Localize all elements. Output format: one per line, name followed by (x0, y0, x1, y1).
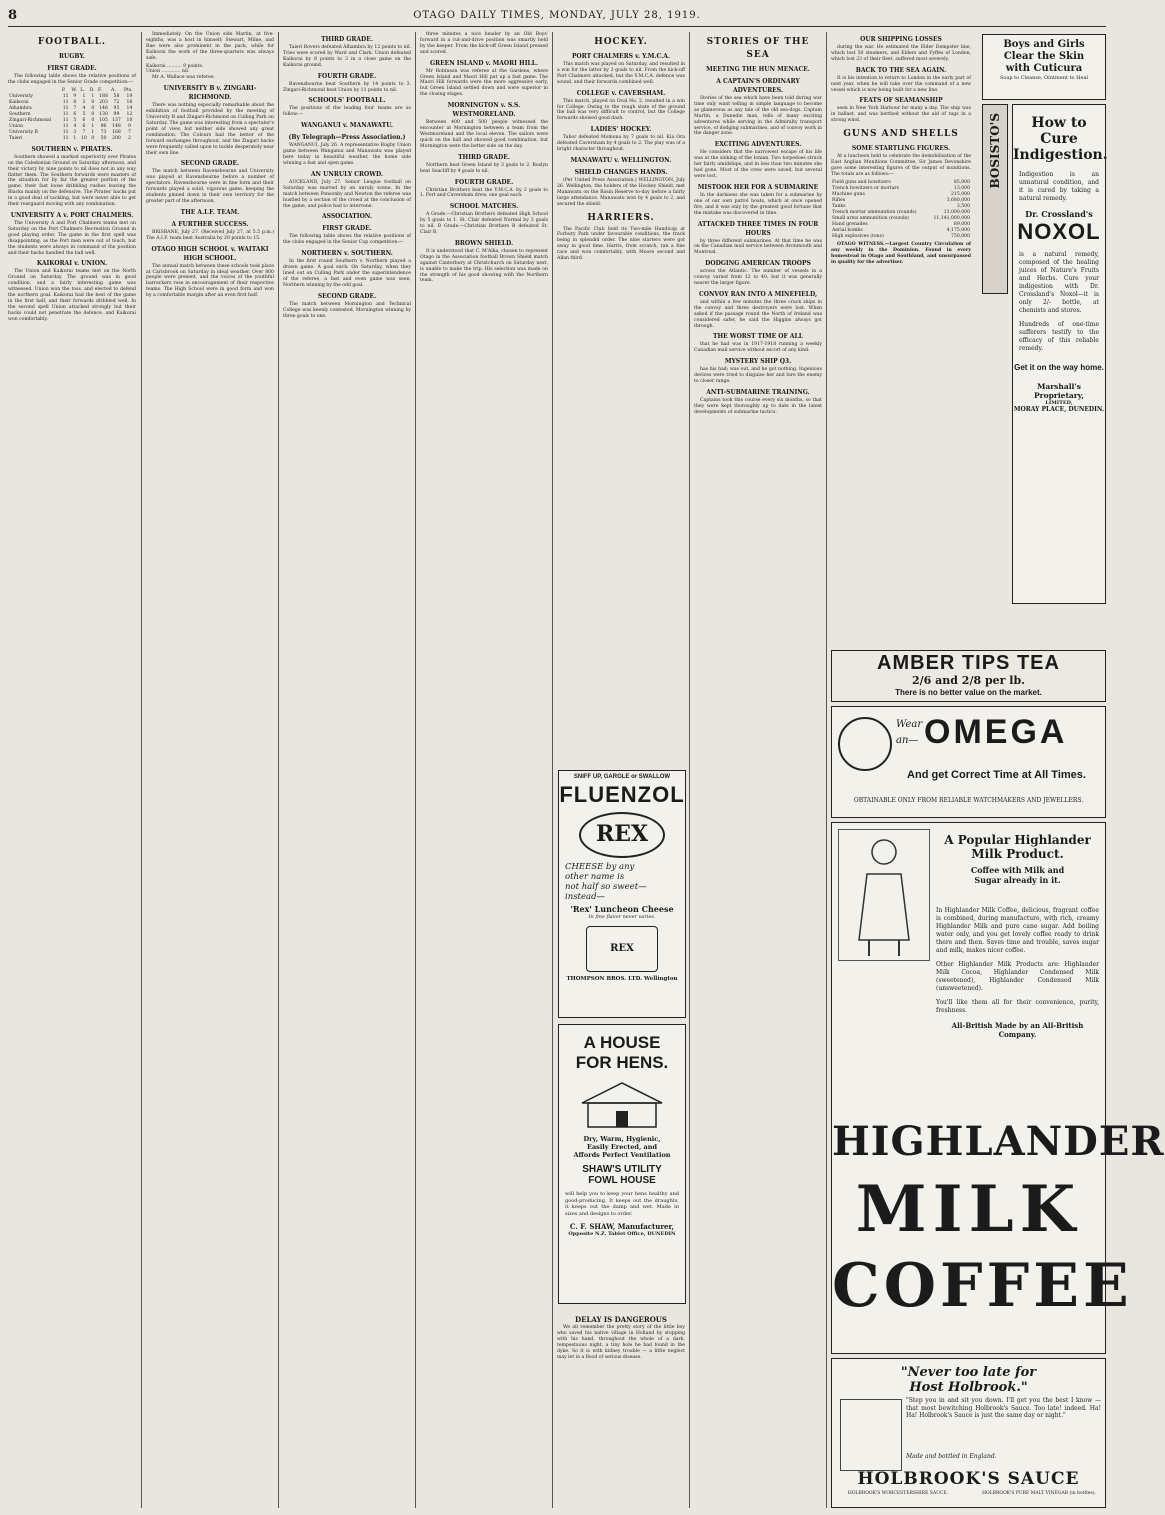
table-cell: 9 (73, 93, 77, 99)
article-text: A Grade.—Christian Brothers defeated High School by 5 goals to 1. St. Clair defeated Normal by 3 goals to nil. B Grade.—Christian Brothers B defeated St. Clair B. (420, 212, 548, 236)
table-cell: 188 (99, 93, 108, 99)
article-text: This match, played on Oval No. 2, resulted in a win for College. Owing to the rough state of the ground the ball was very difficult to control, but the College forwards showed good dash. (557, 98, 685, 122)
article-title: MORNINGTON v. S.S. WESTMORELAND. (447, 102, 521, 119)
figure-label: Trench howitzers or mortars (832, 185, 899, 191)
ad-headline: "Never too late for (900, 1365, 1037, 1380)
ad-maker: C. F. SHAW, Manufacturer, (569, 1222, 675, 1231)
table-cell: 1 (91, 123, 95, 129)
table-cell: 7 (82, 129, 86, 135)
table-cell: 2 (128, 135, 131, 141)
column-rule (826, 32, 827, 1508)
table-cell: 168 (112, 129, 121, 135)
section-heading: STORIES OF THE SEA (706, 37, 810, 60)
article-text: There was nothing especially remarkable about the exhibition of football provided by the meeting of University B and Zingari-Richmond on Culling Park on Saturday. The game was interesting from a spectator's point of view, but neither side showed any great combination. The Colours had the better of the forward exchanges throughout, and the Zingari backs were frequently called upon to tackle desperately near their own line. (146, 103, 275, 156)
table-cell: Alhambra (9, 105, 32, 111)
munitions-figures-table (831, 180, 971, 240)
ad-british: All-British Made by an All-British Company. (951, 1021, 1084, 1039)
article-title: SECOND GRADE. (317, 292, 377, 300)
referee-line: Mr A. Wallace was referee. (152, 75, 216, 81)
host-illustration (840, 1399, 902, 1471)
ad-subline: In fine flavor never varies. (588, 914, 656, 920)
ad-shaws-fowl-house (558, 1024, 686, 1304)
ad-brand: FOWL HOUSE (588, 1175, 656, 1186)
article-text: At a luncheon held to celebrate the demobilisation of the East Anglian Munitions Committee, Sir James Devonshire gave some interesting figures of the output of munitions. The totals are as follows:— (831, 154, 971, 177)
table-cell: 10 (81, 135, 87, 141)
ad-address: Opposite N.Z. Tablet Office, DUNEDIN (568, 1231, 676, 1237)
article-title: SECOND GRADE. (180, 160, 240, 168)
ad-footnote: HOLBROOK'S WORCESTERSHIRE SAUCE. (847, 1491, 949, 1496)
table-cell: University B (9, 129, 38, 135)
ad-proprietor: Marshall's Proprietary, (1034, 382, 1084, 400)
ad-body: will help you to keep your hens healthy and good-producing. It keeps out the draughts, it keeps out the damp and wet. Made in sizes and designs to order. (565, 1191, 679, 1217)
ad-proprietor: LIMITED, (1045, 400, 1073, 406)
column-rule (552, 32, 553, 1508)
article-text: Stories of the sea which have been told during war time only want telling in simple language to become as glamorous as any tale of the old sea-dogs. Captain Martin, a Dunedin man, tells of many exciting adventures while serving in the Admiralty transport service, of dodging submarines, and of convoy work in the danger zone. (694, 96, 822, 137)
article-title: THE WORST TIME OF ALL (713, 333, 803, 341)
section-heading: GUNS AND SHELLS (843, 129, 959, 140)
table-cell: 11 (62, 111, 69, 117)
ad-subheadline: Coffee with Milk and (970, 865, 1065, 875)
ad-feature: Affords Perfect Ventilation (573, 1151, 671, 1159)
column-hockey (557, 32, 685, 782)
article-text: Southern showed a marked superiority over Pirates on the Caledonian Ground on Saturday afternoon, and their victory by nine points to nil does not in any way flatter them. The Southern forwards were masters of the situation for by far the greater portion of the game, their fast loose dribbling rushes leaving the Blacks mainly on the defensive. The Pirates' backs put in a good deal of tackling, but were never able to get their rearguard moving with any combination. (8, 154, 136, 208)
table-cell: 1 (73, 135, 77, 141)
article-text: It is his intention to return to London in the early part of next year, when he will take over the command of a new vessel which is now being built for a new line. (831, 75, 971, 93)
article-title: SCHOOLS' FOOTBALL. (308, 97, 386, 105)
table-header: A. (111, 87, 116, 93)
figure-label: Field guns and howitzers (832, 179, 891, 185)
table-cell: 10 (126, 117, 133, 123)
ad-highlander-milk-coffee (831, 822, 1165, 1354)
article-subtitle: MEETING THE HUN MENACE. (706, 66, 810, 73)
rex-cheese-logo: REX (579, 812, 665, 858)
article-title: NORTHERN v. SOUTHERN. (301, 250, 393, 258)
column-rule (689, 32, 690, 1508)
table-cell: 200 (112, 135, 121, 141)
table-cell: 11 (62, 93, 69, 99)
ad-body: Indigestion is an unnatural condition, and it is cured by taking a natural remedy. (1019, 171, 1099, 202)
cheese-tin-illustration: REX (586, 926, 658, 972)
table-cell: 5 (82, 111, 86, 117)
ad-brand: BOSISTO'S (988, 113, 1002, 189)
cheese-line: CHEESE by any (565, 862, 635, 872)
article-text: The match between Ravensbourne and University was played at Ravensbourne before a number of spectators. Ravensbourne were in fine form and their forwards played a solid, vigorous game, keeping the students pinned down in their own territory for the greater part of the afternoon. (146, 169, 274, 204)
table-cell: 11 (62, 105, 69, 111)
article-title: DODGING AMERICAN TROOPS (705, 260, 811, 268)
ad-price: 2/6 and 2/8 per lb. (912, 674, 1025, 687)
article-title: COLLEGE v. CAVERSHAM. (576, 89, 666, 97)
ad-headline: Indigestion. (1013, 147, 1108, 163)
table-header: D. (89, 87, 95, 93)
article-title: MISTOOK HER FOR A SUBMARINE (697, 183, 819, 191)
table-cell: Kaikorai (9, 99, 29, 105)
ad-subheadline: Sugar already in it. (974, 875, 1061, 885)
table-cell: 105 (99, 117, 108, 123)
article-title: ANTI-SUBMARINE TRAINING. (706, 389, 810, 396)
ad-tagline: And get Correct Time at All Times. (907, 769, 1086, 781)
article-text: The annual match between these schools took place at Carisbrook on Saturday in ideal weather. Over 800 people were present, and the voices of the youthful barrackers rose in encouragement of their respective teams. The High School were in good form and won by a comfortable margin after an even first half. (146, 263, 274, 299)
article-title: DELAY IS DANGEROUS (575, 1315, 667, 1324)
ad-brand: HOLBROOK'S SAUCE (857, 1469, 1080, 1489)
cheese-line: not half so sweet— (565, 882, 647, 892)
ad-tagline: There is no better value on the market. (895, 688, 1042, 697)
table-cell: 6 (82, 117, 86, 123)
article-text: The Pacific Club held its Two-mile Handicap at Forbury Park under favourable conditions, the track being in splendid order. The nine starters were got away in good time. Harris, from scratch, ran a fine race and won comfortably, with Moore second and Allan third. (557, 226, 685, 262)
article-title: UNIVERSITY A v. PORT CHALMERS. (10, 211, 134, 219)
otago-witness-notice: OTAGO WITNESS.—Largest Country Circulation of any weekly in the Dominion. Found in every homestead in Otago and Southland, and unsurpassed in quality for the advertiser. (831, 241, 971, 265)
watch-illustration (838, 717, 892, 771)
figure-value: 215,000 (951, 191, 970, 197)
ad-brand-big: HIGHLANDER (832, 1118, 1165, 1165)
table-row (831, 216, 971, 222)
article-text: Christian Brothers beat the Y.M.C.A. by 2 goals to 1. Port and Caversham drew, one goal each. (420, 187, 548, 199)
table-row (831, 210, 971, 216)
table-cell: 73 (100, 129, 107, 135)
column-rule (278, 32, 279, 1508)
article-title: THIRD GRADE. (321, 36, 373, 43)
article-text: Mr Robinson was referee at the Gardens, where Green Island and Maori Hill put up a fast game. The Maori Hill forwards were the more aggressive early, but Green Island settled down and were superior in the closing stages. (420, 68, 548, 98)
figure-label: Aerial bombs (832, 227, 863, 233)
ad-brand: SHAW'S UTILITY (582, 1164, 662, 1175)
section-heading: HARRIERS. (587, 212, 655, 223)
table-cell: 16 (126, 99, 133, 105)
ad-holbrooks-sauce (831, 1358, 1106, 1508)
table-cell: 0 (91, 105, 95, 111)
table-cell: 7 (73, 105, 77, 111)
article-text: seen in New York Harbour for many a day. The ship was in ballast, and was berthed without the aid of tugs in a strong wind. (831, 106, 971, 124)
article-title: UNIVERSITY B v. ZINGARI-RICHMOND. (163, 85, 257, 102)
fowl-house-illustration (576, 1079, 668, 1129)
table-cell: 0 (91, 135, 95, 141)
ad-feature: Easily Erected, and (587, 1143, 657, 1151)
article-text: WANGANUI, July 26. A representative Rugby Union game between Wanganui and Manawatu was played here today in beautiful weather, the home side winning a fast and open game. (283, 143, 411, 166)
ad-fluenzol-rex-cheese (558, 770, 686, 1018)
article-text: has his had; was out, and he got nothing. Ingenious devices were tried to disguise her and lure the enemy to closer range. (694, 367, 822, 385)
column-rule (141, 32, 142, 1508)
ad-headline: A HOUSE (583, 1033, 661, 1052)
table-cell: Taieri (9, 135, 23, 141)
figure-value: 4,175,000 (946, 227, 970, 233)
article-text: We all remember the pretty story of the little boy who saved his native village in Holland by stopping with his hand, throughout the whole of a dark, tempestuous night, a tiny hole he had found in the dyke. So it is with kidney trouble — a little neglect may let in a flood of serious disease. (557, 1325, 685, 1360)
table-header: W. (71, 87, 77, 93)
table-cell: 0 (91, 111, 95, 117)
article-subtitle: FIRST GRADE. (322, 225, 372, 233)
column-football-3 (283, 32, 411, 1508)
table-cell: 5 (73, 117, 77, 123)
ad-brand-pre: Dr. Crossland's (1025, 209, 1093, 219)
table-cell: 12 (126, 111, 133, 117)
page-number: 8 (8, 8, 18, 23)
ad-text: Wear (896, 719, 923, 730)
article-title: ASSOCIATION. (321, 213, 372, 221)
section-heading: FOOTBALL. (37, 37, 107, 47)
table-cell: 95 (113, 105, 120, 111)
column-rule (415, 32, 416, 1508)
ad-headline: Clear the Skin (1003, 51, 1085, 62)
article-subtitle: PORT CHALMERS v. Y.M.C.A. (571, 53, 670, 60)
cheese-line: instead— (565, 892, 606, 902)
table-cell: Zingari-Richmond (9, 117, 51, 123)
article-title: FOURTH GRADE. (454, 178, 514, 186)
figure-value: 750,000 (951, 233, 970, 239)
table-header: L. (80, 87, 85, 93)
article-text: Taieri Rovers defeated Alhambra by 12 points to nil. Tries were scored by Ward and Clark. Union defeated Kaikorai by 8 points to 3 in a close game on the Kaikorai ground. (283, 45, 411, 68)
ad-amber-tips-tea (831, 650, 1106, 702)
section-heading: HOCKEY. (594, 37, 648, 47)
result-line: Union ............. nil. (146, 69, 190, 75)
article-text: by three different submarines. At that time he was on the Canadian mail service between Avonmouth and Montreal. (694, 238, 822, 256)
ad-body: Hundreds of one-time sufferers testify to the efficacy of this reliable remedy. (1019, 321, 1099, 352)
table-cell: 99 (113, 111, 120, 117)
article-text: that he had was in 1917-1918 running a weekly Canadian mail service without escort of any kind. (694, 342, 822, 354)
ad-text: an— (896, 735, 919, 746)
table-cell: 137 (112, 117, 121, 123)
ad-headline: FOR HENS. (575, 1053, 669, 1072)
ad-headline: Host Holbrook." (909, 1380, 1028, 1395)
article-title: OTAGO HIGH SCHOOL v. WAITAKI HIGH SCHOOL. (151, 245, 269, 262)
column-association (420, 32, 548, 1508)
figure-label: Machine guns (832, 191, 865, 197)
cheese-line: other name is (565, 872, 625, 882)
ad-body: Other Highlander Milk Products are: Highlander Milk Cocoa, Highlander Condensed Milk (sweetened), Highlander Condensed Milk (unsweetened). (936, 961, 1099, 992)
ad-cuticura (982, 34, 1106, 100)
article-text: He considers that the narrowest escape of his life was at the sinking of the Ionian. Two torpedoes struck her fairly amidships, and in less than two minutes she had gone. Most of the crew were saved, but several were lost. (694, 150, 822, 179)
table-cell: 1 (91, 129, 95, 135)
table-cell: 203 (99, 99, 108, 105)
article-text: Northern beat Green Island by 3 goals to 2. Roslyn beat Seacliff by 4 goals to nil. (420, 162, 548, 174)
table-cell: Union (9, 123, 24, 129)
standings-table (8, 88, 136, 142)
article-delay-is-dangerous (557, 1312, 685, 1502)
article-text: Immediately. On the Union side Martin, at five-eighths, was a host in himself; Stewart, Milne, and Rae were also prominent in the pack, while for Kaikorai the work of the three-quarters was always safe. (146, 32, 274, 61)
figure-value: 89,000 (953, 221, 970, 227)
ad-brand: OMEGA (924, 713, 1068, 751)
article-title: MANAWATU v. WELLINGTON. (570, 156, 672, 164)
ad-body: In Highlander Milk Coffee, delicious, fragrant coffee is combined, during manufacture, with rich, creamy Highlander Milk and pure cane sugar. Add boiling water only, and you get lovely coffee ready to drink there and then. Saves time and trouble, saves sugar and milk, makes nicer coffee. (936, 907, 1099, 954)
article-subtitle: A FURTHER SUCCESS. (171, 220, 249, 228)
ad-bosistos-strip (982, 104, 1008, 294)
figure-value: 13,000,000 (943, 209, 970, 215)
article-text: during the war. He estimated the Elder Dempster line, which lost 50 steamers, and Elders and Fyffes of London, which lost 23 of their fleet, suffered most severely. (831, 45, 971, 62)
ad-maker: THOMPSON BROS. LTD. Wellington (566, 976, 678, 982)
article-title: SOUTHERN v. PIRATES. (31, 145, 113, 153)
table-cell: 9 (128, 123, 131, 129)
table-cell: 11 (62, 117, 69, 123)
article-title: BROWN SHIELD. (454, 239, 514, 247)
ad-product: 'Rex' Luncheon Cheese (570, 904, 674, 914)
ad-address: MORAY PLACE, DUNEDIN. (1013, 406, 1105, 413)
table-cell: 3 (73, 129, 77, 135)
table-row (831, 234, 971, 240)
table-cell: Southern (9, 111, 31, 117)
ad-omega-watch (831, 706, 1106, 818)
ad-headline: Milk Product. (971, 847, 1064, 861)
table-cell: University (9, 93, 34, 99)
article-text: and within a few minutes the three crack ships in the convoy and three destroyers were lost. When asked if the passage round the North of Ireland was considered safer, he said the Higgins always got through. (694, 299, 822, 329)
ad-headline: with Cuticura (1005, 63, 1083, 74)
table-cell: 19 (126, 93, 133, 99)
table-cell: 96 (100, 123, 107, 129)
table-cell: 1 (82, 93, 86, 99)
article-title: SCHOOL MATCHES. (449, 203, 519, 211)
article-title: GREEN ISLAND v. MAORI HILL. (429, 59, 539, 67)
table-header: F. (98, 87, 102, 93)
article-text: AUCKLAND, July 27. Senior League football on Saturday was marred by an unruly scene. In the match between Ponsonby and Newton the referee was hustled by a section of the crowd at the conclusion of the game, and police had to intervene. (283, 179, 411, 209)
figure-label: Rifles (832, 197, 846, 203)
figure-label: Hand grenades (832, 221, 868, 227)
article-title: AN UNRULY CROWD. (310, 170, 384, 178)
table-row (8, 136, 136, 142)
ad-copy (559, 862, 685, 902)
column-shipping (831, 32, 971, 672)
table-cell: 58 (113, 93, 120, 99)
ad-noxol (1012, 104, 1106, 604)
ad-tagline: SNIFF UP, GARGLE or SWALLOW (573, 774, 671, 780)
table-cell: 148 (112, 123, 121, 129)
article-title: THIRD GRADE. (458, 153, 510, 161)
article-text: Tabor defeated Momona by 7 goals to nil. Kia Ora defeated Caversham by 4 goals to 2. The play was of a bright character throughout. (557, 135, 685, 153)
figure-label: Small arms ammunition (rounds) (832, 215, 909, 221)
article-text: The match between Mornington and Technical College was keenly contested, Mornington winning by three goals to one. (283, 301, 411, 319)
article-text: In the first round Southern v. Northern played a drawn game. A goal each. On Saturday, when they lined out on Culling Park under the superintendence of the referee, a fast and even game was seen, Northern winning by the odd goal. (283, 259, 411, 288)
ad-headline: Boys and Girls (1003, 39, 1085, 50)
article-title: OUR SHIPPING LOSSES (860, 36, 942, 43)
article-text: (Per United Press Association.) WELLINGTON, July 26. Wellington, the holders of the Hockey Shield, met Manawatu on the Basin Reserve to-day before a fairly large attendance. Manawatu won by 4 goals to 2, and secured the shield. (557, 177, 685, 207)
article-text: BRISBANE, July 27. (Received July 27, at 5.5 p.m.) The A.I.F. team beat Australia by 20 points to 15. (146, 229, 274, 241)
table-cell: 11 (62, 123, 69, 129)
ad-brand: NOXOL (1017, 219, 1101, 244)
article-subtitle: (By Telegraph—Press Association.) (288, 134, 406, 142)
masthead (8, 6, 1106, 27)
ad-subline: OBTAINABLE ONLY FROM RELIABLE WATCHMAKERS AND JEWELLERS. (853, 797, 1084, 804)
ad-made: Made and bottled in England. (906, 1453, 997, 1460)
table-cell: 6 (73, 111, 77, 117)
table-cell: 50 (100, 135, 107, 141)
ad-brand: FLUENZOL (559, 782, 685, 807)
article-text: Ravensbourne beat Southern by 14 points to 3. Zingari-Richmond beat Union by 11 points to nil. (283, 81, 411, 93)
article-text: three minutes a nice header by an Old Boys' forward in a cut-and-drive position was smartly held by the keeper. From the kick-off Green Island pressed and scored. (420, 32, 548, 55)
article-text: In the darkness she was taken for a submarine by one of our own patrol boats, which at once opened fire, and it was only by the greatest good fortune that the mistake was discovered in time. (694, 192, 822, 216)
subheading: RUGBY. (59, 53, 85, 60)
article-title: MYSTERY SHIP Q3. (724, 358, 792, 366)
column-stories-of-the-sea (694, 32, 822, 1508)
ad-subline: Soap to Cleanse, Ointment to Heal (999, 75, 1089, 81)
figure-value: 3,680,000 (946, 197, 970, 203)
table-cell: 146 (99, 105, 108, 111)
ad-feature: Dry, Warm, Hygienic, (583, 1135, 661, 1143)
figure-value: 11,141,000,000 (933, 215, 970, 221)
article-title: THE A.I.F. TEAM. (180, 208, 240, 216)
article-title: LADIES' HOCKEY. (590, 126, 652, 134)
article-text: The University A and Port Chalmers teams met on Saturday on the Port Chalmers Recreation Ground in good playing order. The game in the first spell was disappointing, as the Port men were out of touch, but the students were always in command of the position and their backs handled the ball well. (8, 220, 136, 256)
ad-quote: "Step you in and sit you down. I'll get you the best I know — that most bewitching Holbrook's Sauce. Too late! indeed. Ha! Ha! Holbrook's Sauce is just the same day or night." (906, 1397, 1101, 1419)
masthead-title: OTAGO DAILY TIMES, MONDAY, JULY 28, 1919. (413, 10, 701, 21)
table-cell: 4 (82, 105, 86, 111)
table-cell: 11 (62, 129, 69, 135)
table-cell: 3 (82, 99, 86, 105)
article-text: across the Atlantic. The number of vessels in a convoy varied from 12 to 40, but it was generally nearer the larger figure. (694, 269, 822, 287)
table-cell: 8 (73, 99, 77, 105)
ad-headline: AMBER TIPS TEA (877, 652, 1060, 674)
subheading: FIRST GRADE. (47, 65, 97, 72)
table-cell: 6 (82, 123, 86, 129)
table-header: P. (61, 87, 66, 93)
result-line: Kaikorai .......... 9 points. (146, 63, 204, 69)
highlander-figure-illustration (838, 829, 930, 961)
figure-value: 85,000 (953, 179, 970, 185)
ad-cta: Get it on the way home. (1014, 363, 1104, 372)
article-title: FEATS OF SEAMANSHIP (859, 97, 943, 105)
figure-label: Trench mortar ammunition (rounds) (832, 209, 917, 215)
article-text: This match was played on Saturday, and resulted in a win for the latter by 3 goals to nil. From the kick-off Port Chalmers attacked, but the Y.M.C.A. defence was sound, and their forwards combined well. (557, 62, 685, 85)
article-subtitle: A CAPTAIN'S ORDINARY ADVENTURES. (716, 78, 800, 94)
ad-body: is a natural remedy, composed of the healing juices of Nature's Fruits and Herbs. Cure your indigestion with Dr. Crossland's Noxol—it is only 2/- bottle, at chemists and stores. (1019, 251, 1099, 314)
figure-value: 13,000 (953, 185, 970, 191)
article-title: WANGANUI v. MANAWATU. (300, 122, 393, 130)
article-title: FOURTH GRADE. (317, 72, 377, 80)
table-cell: 4 (73, 123, 77, 129)
article-title: KAIKORAI v. UNION. (36, 260, 108, 268)
column-football (8, 32, 136, 1508)
ad-brand-big: MILK (855, 1172, 1082, 1247)
article-text: The following table shows the relative positions of the clubs engaged in the Senior Grade competition:— (8, 74, 136, 85)
article-text: The positions of the leading four teams are as follow:— (283, 106, 411, 118)
figure-label: High explosives (tons) (832, 233, 884, 239)
ad-headline: A Popular Highlander (944, 833, 1091, 847)
table-cell: 14 (126, 105, 133, 111)
figure-value: 3,500 (956, 203, 970, 209)
ad-body: You'll like them all for their convenience, purity, freshness. (936, 999, 1099, 1014)
article-title: CONVOY RAN INTO A MINEFIELD, (698, 290, 818, 298)
table-cell: 72 (113, 99, 120, 105)
article-text: Between 400 and 500 people witnessed the encounter at Mornington between a team from the Westmoreland and the local eleven. The sailors were quick on the ball and showed good combination, but Mornington were the better side on the day. (420, 120, 548, 149)
column-football-2 (146, 32, 274, 1508)
article-title: EXCITING ADVENTURES. (714, 141, 802, 149)
article-text: The Union and Kaikorai teams met on the North Ground on Saturday. The ground was in good condition, and a fairly interesting game was witnessed. Union won the toss, and elected to defend the northern goal. Kaikorai had the best of the game in the first half, and their forwards dribbled well. In the second spell Union attacked strongly but their backs could not penetrate the defence, and Kaikorai won comfortably. (8, 269, 136, 322)
table-cell: 0 (91, 99, 95, 105)
article-text: The following table shows the relative positions of the clubs engaged in the Senior Cup competition:— (283, 234, 411, 246)
table-cell: 11 (62, 135, 69, 141)
table-header: Pts. (123, 87, 133, 93)
table-cell: 7 (128, 129, 131, 135)
article-title: ATTACKED THREE TIMES IN FOUR HOURS (697, 220, 819, 237)
ad-headline: How to Cure (1031, 115, 1087, 147)
ad-brand-big: COFFEE (832, 1251, 1133, 1321)
table-cell: 130 (99, 111, 108, 117)
ad-footnote: HOLBROOK'S PURE MALT VINEGAR (in bottles). (982, 1491, 1096, 1496)
article-subtitle: SHIELD CHANGES HANDS. (574, 168, 668, 176)
table-cell: 0 (91, 117, 95, 123)
article-text: It is understood that C. M'Alka, chosen to represent Otago in the Association football Brown Shield match against Canterbury at Christchurch on Saturday next, is unable to make the trip. His selection was made on the strength of his good showing with the Northern team. (420, 248, 548, 284)
article-subtitle: SOME STARTLING FIGURES. (851, 145, 951, 153)
article-text: Captains took this course every six months, so that they were kept thoroughly up to date in the latest developments of submarine tactics. (694, 398, 822, 415)
article-title: BACK TO THE SEA AGAIN. (855, 66, 947, 74)
table-cell: 1 (91, 93, 95, 99)
table-cell: 11 (62, 99, 69, 105)
figure-label: Tanks (832, 203, 846, 209)
